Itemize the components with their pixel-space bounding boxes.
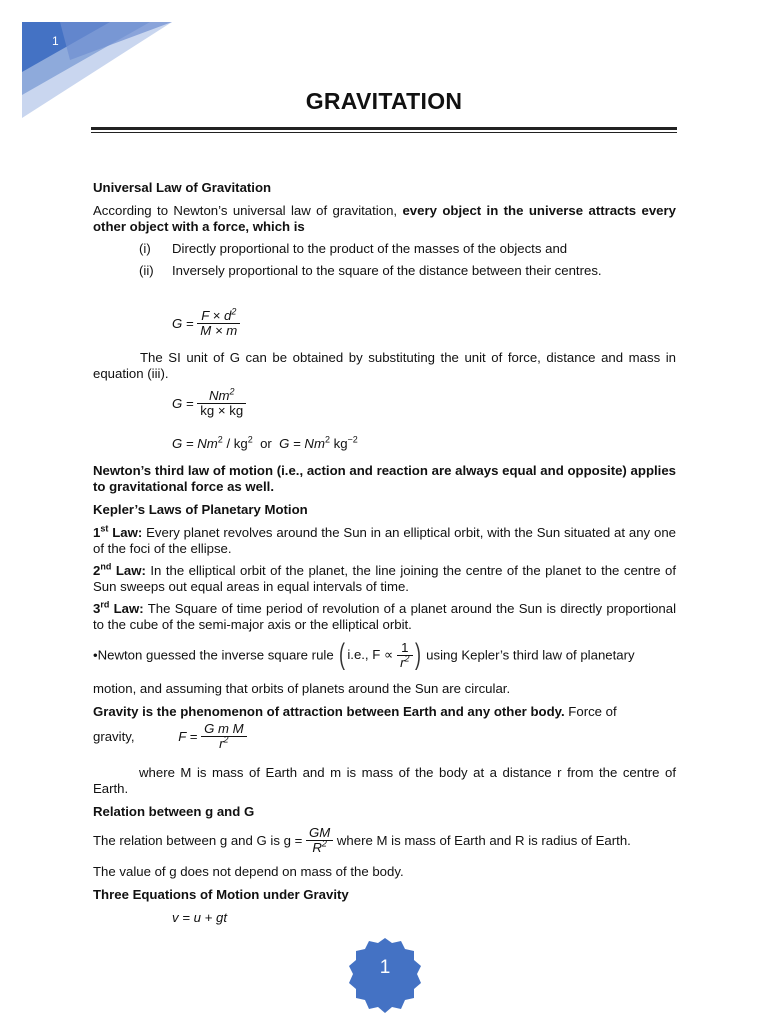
newton-inverse-square: •Newton guessed the inverse square rule ( i.e., F ∝ $\frac{1}{r^2}$ ) using Kepler’s third law of planetary	[93, 638, 635, 671]
heading-universal-law: Universal Law of Gravitation	[93, 180, 272, 195]
corner-page-number: 1	[52, 34, 59, 48]
kepler-third-law: 3rd Law: The Square of time period of revolution of a planet around the Sun is directly proportional to the cube of the semi-major axis or the elliptical orbit.	[93, 599, 676, 632]
relation-formula: The relation between g and G is g = $\frac{GM}{R^2}$ where M is mass of Earth and R is radius of Earth.	[93, 825, 631, 855]
kepler-first-law: 1st Law: Every planet revolves around the Sun in an elliptical orbit, with the Sun situated at any one of the foci of the ellipse.	[93, 523, 676, 556]
formula-g-units: G = $\frac{Nm^2}{kg \times kg}$	[172, 389, 246, 418]
gravity-force-formula: gravity, F = $\frac{\text{G m M}}{r^2}$	[93, 722, 247, 751]
si-unit-paragraph: The SI unit of G can be obtained by substituting the unit of force, distance and mass in equation (iii).	[93, 350, 676, 381]
equation-motion-1: v = u + gt	[172, 910, 227, 925]
list-item: (i) Directly proportional to the product of the masses of the objects and	[139, 241, 568, 256]
heading-kepler-laws: Kepler’s Laws of Planetary Motion	[93, 502, 308, 517]
third-law-note: Newton’s third law of motion (i.e., action and reaction are always equal and opposite) applies to gravitational force as well.	[93, 463, 676, 494]
formula-g-definition: G = $\frac{F \times d^2}{M \times m}$	[172, 309, 240, 338]
title-rule-thick	[91, 127, 677, 130]
list-item: (ii) Inversely proportional to the square of the distance between their centres.	[139, 263, 602, 278]
formula-g-si-unit: $G = Nm^2 / kg^2$ or $G = Nm^2$ $kg^{-2}$	[172, 434, 358, 451]
relation-note: The value of g does not depend on mass of the body.	[93, 864, 404, 879]
universal-law-intro: According to Newton’s universal law of gravitation, every object in the universe attracts every other object with a force, which is	[93, 203, 676, 234]
gravity-definition: Gravity is the phenomenon of attraction between Earth and any other body. Force of	[93, 704, 617, 719]
footer-page-number: 1	[379, 957, 391, 978]
page-title: GRAVITATION	[305, 88, 463, 114]
gravity-where-text: where M is mass of Earth and m is mass of the body at a distance r from the centre of Earth.	[93, 765, 676, 796]
heading-relation-g-G: Relation between g and G	[93, 804, 255, 819]
newton-inverse-square-cont: motion, and assuming that orbits of planets around the Sun are circular.	[93, 681, 511, 696]
title-rule-thin	[91, 132, 677, 133]
heading-equations-of-motion: Three Equations of Motion under Gravity	[93, 887, 349, 902]
kepler-second-law: 2nd Law: In the elliptical orbit of the planet, the line joining the centre of the planet to the centre of Sun sweeps out equal areas in equal intervals of time.	[93, 561, 677, 594]
